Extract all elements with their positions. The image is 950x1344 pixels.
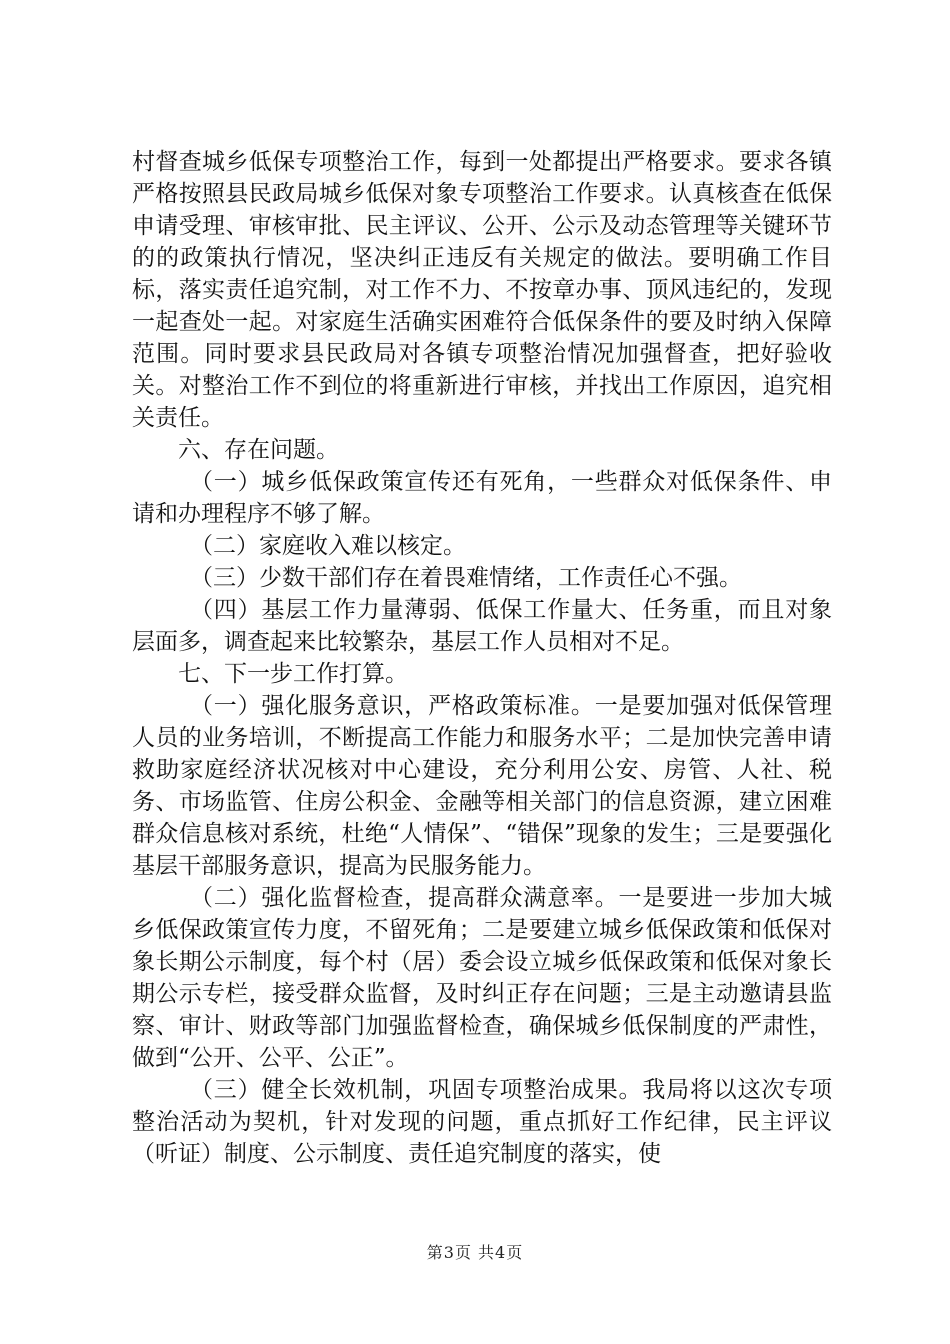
paragraph-plan-2: （二）强化监督检查，提高群众满意率。一是要进一步加大城乡低保政策宣传力度，不留死角；二是要建立城乡低保政策和低保对象长期公示制度，每个村（居）委会设立城乡低保政策和低保对象长期公示专栏，接受群众监督，及时纠正存在问题；三是主动邀请县监察、审计、财政等部门加强监督检查，确保城乡低保制度的严肃性，做到“公开、公平、公正”。 xyxy=(132,885,832,1071)
section-heading-next-steps: 七、下一步工作打算。 xyxy=(178,661,408,687)
document-body xyxy=(132,146,832,1170)
paragraph-problem-3: （三）少数干部们存在着畏难情绪，工作责任心不强。 xyxy=(190,565,742,591)
paragraph-problem-4: （四）基层工作力量薄弱、低保工作量大、任务重，而且对象层面多，调查起来比较繁杂，基层工作人员相对不足。 xyxy=(132,597,832,655)
paragraph-plan-1: （一）强化服务意识，严格政策标准。一是要加强对低保管理人员的业务培训，不断提高工作能力和服务水平；二是加快完善申请救助家庭经济状况核对中心建设，充分利用公安、房管、人社、税务、市场监管、住房公积金、金融等相关部门的信息资源，建立困难群众信息核对系统，杜绝“人情保”、“错保”现象的发生；三是要强化基层干部服务意识，提高为民服务能力。 xyxy=(132,693,832,879)
section-heading-problems: 六、存在问题。 xyxy=(178,437,339,463)
page-footer: 第3页 共4页 xyxy=(426,1243,524,1262)
paragraph-problem-1: （一）城乡低保政策宣传还有死角，一些群众对低保条件、申请和办理程序不够了解。 xyxy=(132,469,832,527)
paragraph-plan-3: （三）健全长效机制，巩固专项整治成果。我局将以这次专项整治活动为契机，针对发现的问题，重点抓好工作纪律，民主评议（听证）制度、公示制度、责任追究制度的落实，使 xyxy=(132,1077,832,1167)
paragraph-problem-2: （二）家庭收入难以核定。 xyxy=(190,533,466,559)
paragraph-continuation: 村督查城乡低保专项整治工作，每到一处都提出严格要求。要求各镇严格按照县民政局城乡低保对象专项整治工作要求。认真核查在低保申请受理、审核审批、民主评议、公开、公示及动态管理等关键环节的的政策执行情况，坚决纠正违反有关规定的做法。要明确工作目标，落实责任追究制，对工作不力、不按章办事、顶风违纪的，发现一起查处一起。对家庭生活确实困难符合低保条件的要及时纳入保障范围。同时要求县民政局对各镇专项整治情况加强督查，把好验收关。对整治工作不到位的将重新进行审核，并找出工作原因，追究相关责任。 xyxy=(132,149,832,431)
